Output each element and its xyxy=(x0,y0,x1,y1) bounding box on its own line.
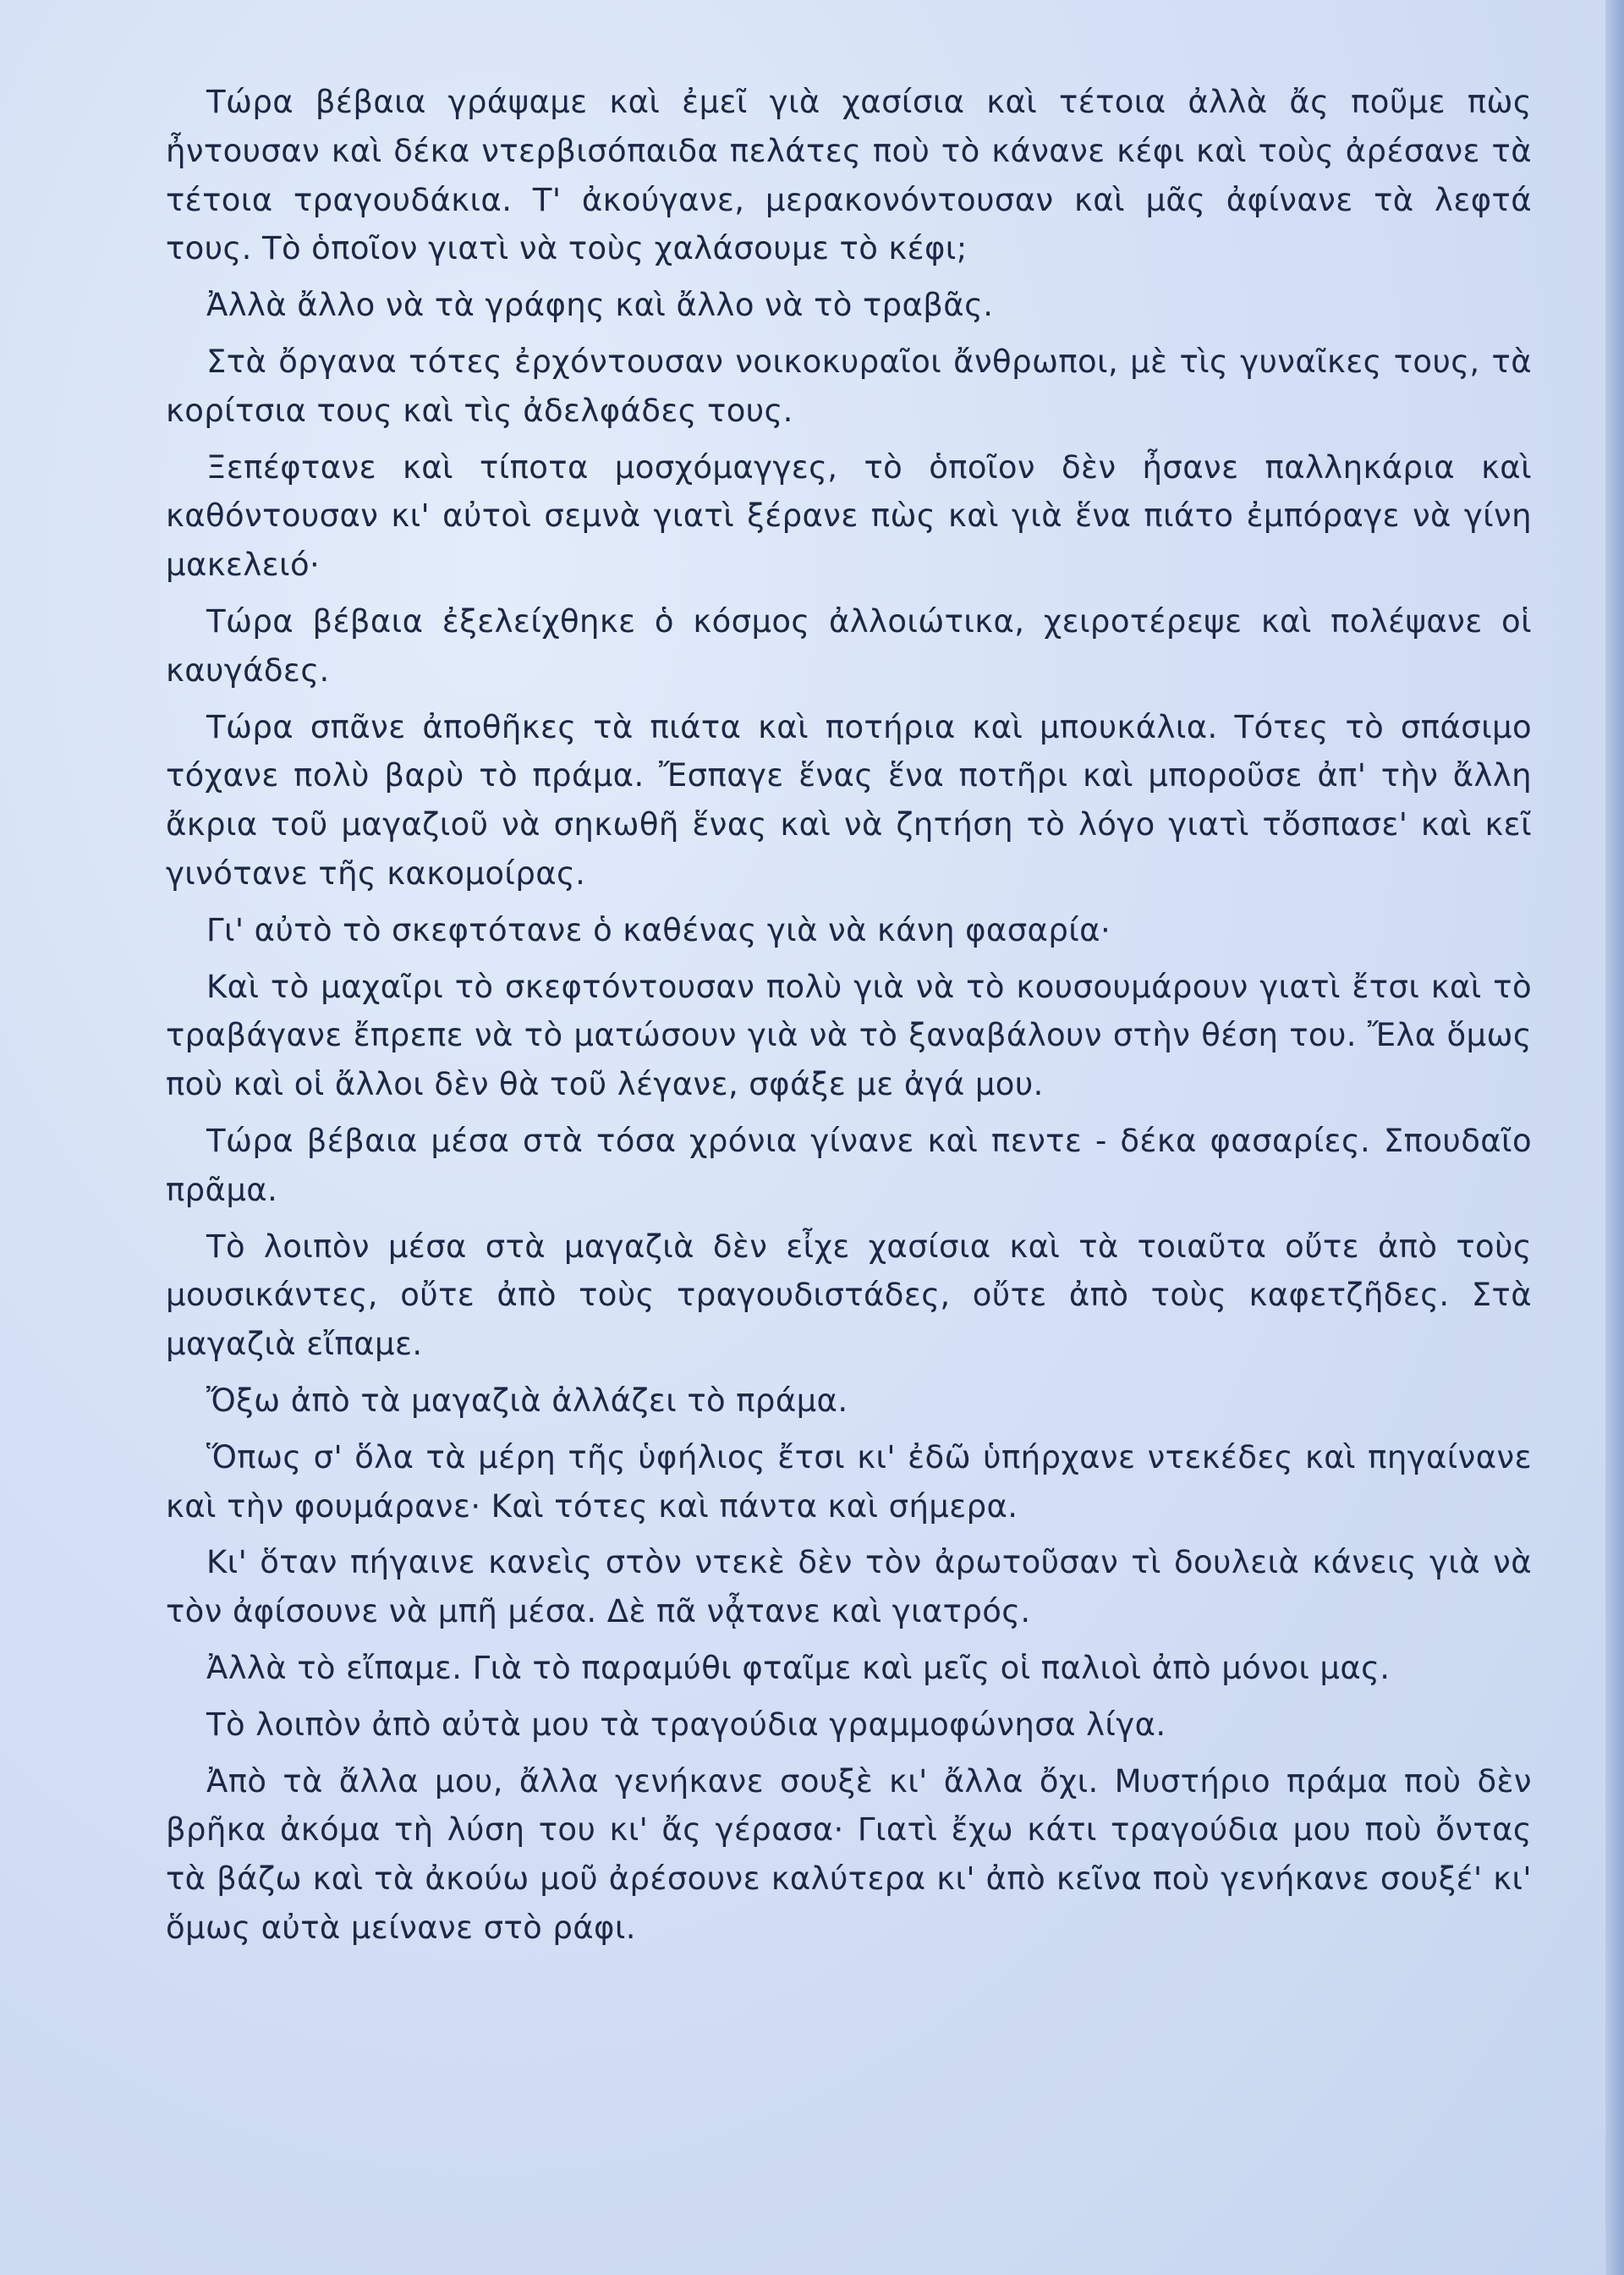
paragraph-10: Τὸ λοιπὸν μέσα στὰ μαγαζιὰ δὲν εἶχε χασίσια καὶ τὰ τοιαῦτα οὔτε ἀπὸ τοὺς μουσικάντες, οὔτε ἀπὸ τοὺς τραγουδιστάδες, οὔτε ἀπὸ τοὺς καφετζῆδες. Στὰ μαγαζιὰ εἴπαμε. xyxy=(166,1228,1532,1363)
paragraph-12: Ὅπως σ' ὅλα τὰ μέρη τῆς ὑφήλιος ἔτσι κι' ἐδῶ ὑπήρχανε ντεκέδες καὶ πηγαίνανε καὶ τὴν φουμάρανε· Καὶ τότες καὶ πάντα καὶ σήμερα. xyxy=(166,1438,1532,1525)
paragraph-13: Κι' ὅταν πήγαινε κανεὶς στὸν ντεκὲ δὲν τὸν ἀρωτοῦσαν τὶ δουλειὰ κάνεις γιὰ νὰ τὸν ἀφίσουνε νὰ μπῆ μέσα. Δὲ πᾶ νᾆτανε καὶ γιατρός. xyxy=(166,1544,1532,1630)
paragraph-9: Τώρα βέβαια μέσα στὰ τόσα χρόνια γίνανε καὶ πεντε - δέκα φασαρίες. Σπουδαῖο πρᾶμα. xyxy=(166,1122,1532,1208)
body-text xyxy=(166,78,1532,1960)
paragraph-3: Στὰ ὄργανα τότες ἐρχόντουσαν νοικοκυραῖοι ἄνθρωποι, μὲ τὶς γυναῖκες τους, τὰ κορίτσια τους καὶ τὶς ἀδελφάδες τους. xyxy=(166,343,1532,429)
paragraph-7: Γι' αὐτὸ τὸ σκεφτότανε ὁ καθένας γιὰ νὰ κάνη φασαρία· xyxy=(206,911,1111,948)
page-edge-shadow xyxy=(1605,0,1624,2275)
paragraph-16: Ἀπὸ τὰ ἄλλα μου, ἄλλα γενήκανε σουξὲ κι' ἄλλα ὄχι. Μυστήριο πράμα ποὺ δὲν βρῆκα ἀκόμα τὴ λύση του κι' ἄς γέρασα· Γιατὶ ἔχω κάτι τραγούδια μου ποὺ ὄντας τὰ βάζω καὶ τὰ ἀκούω μοῦ ἀρέσουνε καλύτερα κι' ἀπὸ κεῖνα ποὺ γενήκανε σουξέ' κι' ὅμως αὐτὰ μείνανε στὸ ράφι. xyxy=(166,1762,1532,1946)
paragraph-8: Καὶ τὸ μαχαῖρι τὸ σκεφτόντουσαν πολὺ γιὰ νὰ τὸ κουσουμάρουν γιατὶ ἔτσι καὶ τὸ τραβάγανε ἔπρεπε νὰ τὸ ματώσουν γιὰ νὰ τὸ ξαναβάλουν στὴν θέση του. Ἔλα ὅμως ποὺ καὶ οἱ ἄλλοι δὲν θὰ τοῦ λέγανε, σφάξε με ἀγά μου. xyxy=(166,968,1532,1103)
paragraph-4: Ξεπέφτανε καὶ τίποτα μοσχόμαγγες, τὸ ὁποῖον δὲν ἦσανε παλληκάρια καὶ καθόντουσαν κι' αὐτοὶ σεμνὰ γιατὶ ξέρανε πὼς καὶ γιὰ ἕνα πιάτο ἐμπόραγε νὰ γίνη μακελειό· xyxy=(166,448,1532,584)
paragraph-14: Ἀλλὰ τὸ εἴπαμε. Γιὰ τὸ παραμύθι φταῖμε καὶ μεῖς οἱ παλιοὶ ἀπὸ μόνοι μας. xyxy=(206,1649,1391,1686)
paragraph-5: Τώρα βέβαια ἐξελείχθηκε ὁ κόσμος ἀλλοιώτικα, χειροτέρεψε καὶ πολέψανε οἱ καυγάδες. xyxy=(166,602,1532,689)
paragraph-1: Τώρα βέβαια γράψαμε καὶ ἐμεῖ γιὰ χασίσια καὶ τέτοια ἀλλὰ ἄς ποῦμε πὼς ἦντουσαν καὶ δέκα ντερβισόπαιδα πελάτες ποὺ τὸ κάνανε κέφι καὶ τοὺς ἀρέσανε τὰ τέτοια τραγουδάκια. Τ' ἀκούγανε, μερακονόντουσαν καὶ μᾶς ἀφίνανε τὰ λεφτά τους. Τὸ ὁποῖον γιατὶ νὰ τοὺς χαλάσουμε τὸ κέφι; xyxy=(166,84,1532,267)
paragraph-6: Τώρα σπᾶνε ἀποθῆκες τὰ πιάτα καὶ ποτήρια καὶ μπουκάλια. Τότες τὸ σπάσιμο τόχανε πολὺ βαρὺ τὸ πράμα. Ἔσπαγε ἕνας ἕνα ποτῆρι καὶ μποροῦσε ἀπ' τὴν ἄλλη ἄκρια τοῦ μαγαζιοῦ νὰ σηκωθῆ ἕνας καὶ νὰ ζητήση τὸ λόγο γιατὶ τὄσπασε' καὶ κεῖ γινότανε τῆς κακομοίρας. xyxy=(166,708,1532,892)
paragraph-15: Τὸ λοιπὸν ἀπὸ αὐτὰ μου τὰ τραγούδια γραμμοφώνησα λίγα. xyxy=(206,1706,1166,1743)
paragraph-11: Ὄξω ἀπὸ τὰ μαγαζιὰ ἀλλάζει τὸ πράμα. xyxy=(206,1382,848,1419)
paragraph-2: Ἀλλὰ ἄλλο νὰ τὰ γράφης καὶ ἄλλο νὰ τὸ τραβᾶς. xyxy=(206,287,994,324)
